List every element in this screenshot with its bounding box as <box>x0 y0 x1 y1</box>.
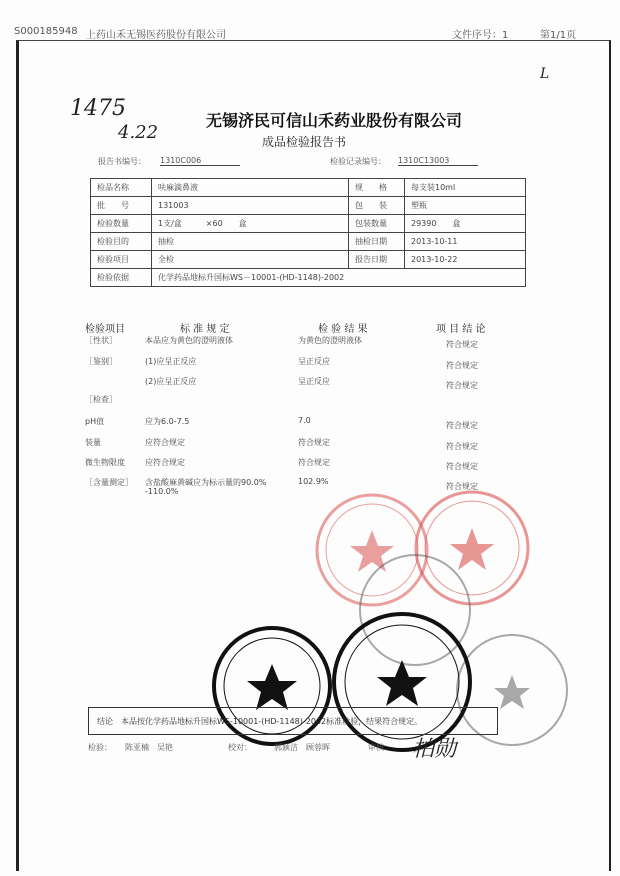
info-value: 抽检 <box>152 233 349 251</box>
info-value: 1支/盒 ×60 盒 <box>152 215 349 233</box>
report-no: 1310C006 <box>160 156 240 166</box>
doc-id: S000185948 <box>14 26 78 37</box>
basis-label: 检验依据 <box>91 269 152 287</box>
result-value: 符合规定 <box>298 438 330 447</box>
result-value: 呈正反应 <box>298 357 330 366</box>
result-standard: (2)应呈正反应 <box>145 377 197 386</box>
red-stamp-2 <box>416 492 528 604</box>
result-item: ［性状］ <box>85 336 117 345</box>
checker-label: 校对： <box>228 743 252 752</box>
result-conclusion: 符合规定 <box>446 361 478 370</box>
report-no-label: 报告书编号： <box>98 157 146 166</box>
reviewer-label: 审核： <box>368 743 392 752</box>
info-value: 呋麻滴鼻液 <box>152 179 349 197</box>
result-standard: 应为6.0-7.5 <box>145 417 190 426</box>
info-value: 全检 <box>152 251 349 269</box>
handwritten-number: 1475 <box>70 96 126 121</box>
result-conclusion: 符合规定 <box>446 462 478 471</box>
result-standard: 本品应为黄色的澄明液体 <box>145 336 233 345</box>
results-header: 检验项目 <box>85 324 125 335</box>
checkers: 郭颖洁 顾蓉晖 <box>274 743 330 752</box>
red-stamp-1 <box>317 495 427 605</box>
page-number: 第1/1页 <box>540 30 577 41</box>
result-value: 7.0 <box>298 416 311 425</box>
result-value: 为黄色的澄明液体 <box>298 336 362 345</box>
results-header: 项 目 结 论 <box>436 324 486 335</box>
record-no: 1310C13003 <box>398 156 478 166</box>
basis-value: 化学药品地标升国标WS－10001-(HD-1148)-2002 <box>152 269 526 287</box>
info-value: 2013-10-11 <box>404 233 525 251</box>
report-title: 成品检验报告书 <box>262 135 347 149</box>
info-label: 抽检日期 <box>348 233 404 251</box>
result-standard: 应符合规定 <box>145 458 185 467</box>
result-value: 呈正反应 <box>298 377 330 386</box>
handwritten-mark: L <box>540 66 550 82</box>
result-standard: 含盐酸麻黄碱应为标示量的90.0% <box>145 478 267 487</box>
header-company: 上药山禾无锡医药股份有限公司 <box>86 30 226 41</box>
result-conclusion: 符合规定 <box>446 340 478 349</box>
record-no-label: 检验记录编号： <box>330 157 386 166</box>
info-value: 29390 盒 <box>404 215 525 233</box>
assay-continuation: -110.0% <box>145 487 179 496</box>
result-value: 符合规定 <box>298 458 330 467</box>
inspectors: 陈亚楠 吴艳 <box>125 743 173 752</box>
info-label: 规 格 <box>348 179 404 197</box>
result-item: ［鉴别］ <box>85 357 117 366</box>
results-header: 检 验 结 果 <box>318 324 368 335</box>
company-title: 无锡济民可信山禾药业股份有限公司 <box>206 111 463 130</box>
result-item: pH值 <box>85 417 105 426</box>
info-label: 检验目的 <box>91 233 152 251</box>
conclusion-text: 本品按化学药品地标升国标WS-10001-(HD-1148)-2002标准检验，结果符合规定。 <box>121 717 423 726</box>
handwritten-date: 4.22 <box>118 122 159 143</box>
results-header: 标 准 规 定 <box>180 324 230 335</box>
result-value: 102.9% <box>298 477 329 486</box>
conclusion-label: 结论 <box>97 717 113 726</box>
info-value: 塑瓶 <box>404 197 525 215</box>
info-label: 包装数量 <box>348 215 404 233</box>
result-item: ［含量测定］ <box>85 478 133 487</box>
info-value: 每支装10ml <box>404 179 525 197</box>
inspector-label: 检验： <box>88 743 112 752</box>
file-number: 文件序号：1 <box>452 30 509 41</box>
result-standard: (1)应呈正反应 <box>145 357 197 366</box>
result-conclusion: 符合规定 <box>446 442 478 451</box>
reviewer-signature: 柏勋 <box>412 737 457 762</box>
info-label: 检验数量 <box>91 215 152 233</box>
result-standard: 应符合规定 <box>145 438 185 447</box>
conclusion-box <box>88 707 498 735</box>
result-item: 装量 <box>85 438 101 447</box>
result-conclusion: 符合规定 <box>446 482 478 491</box>
result-item: ［检查］ <box>85 395 117 404</box>
info-value: 2013-10-22 <box>404 251 525 269</box>
info-label: 包 装 <box>348 197 404 215</box>
info-label: 批 号 <box>91 197 152 215</box>
result-conclusion: 符合规定 <box>446 421 478 430</box>
result-item: 微生物限度 <box>85 458 125 467</box>
info-label: 检品名称 <box>91 179 152 197</box>
info-label: 报告日期 <box>348 251 404 269</box>
info-value: 131003 <box>152 197 349 215</box>
info-label: 检验项目 <box>91 251 152 269</box>
result-conclusion: 符合规定 <box>446 381 478 390</box>
